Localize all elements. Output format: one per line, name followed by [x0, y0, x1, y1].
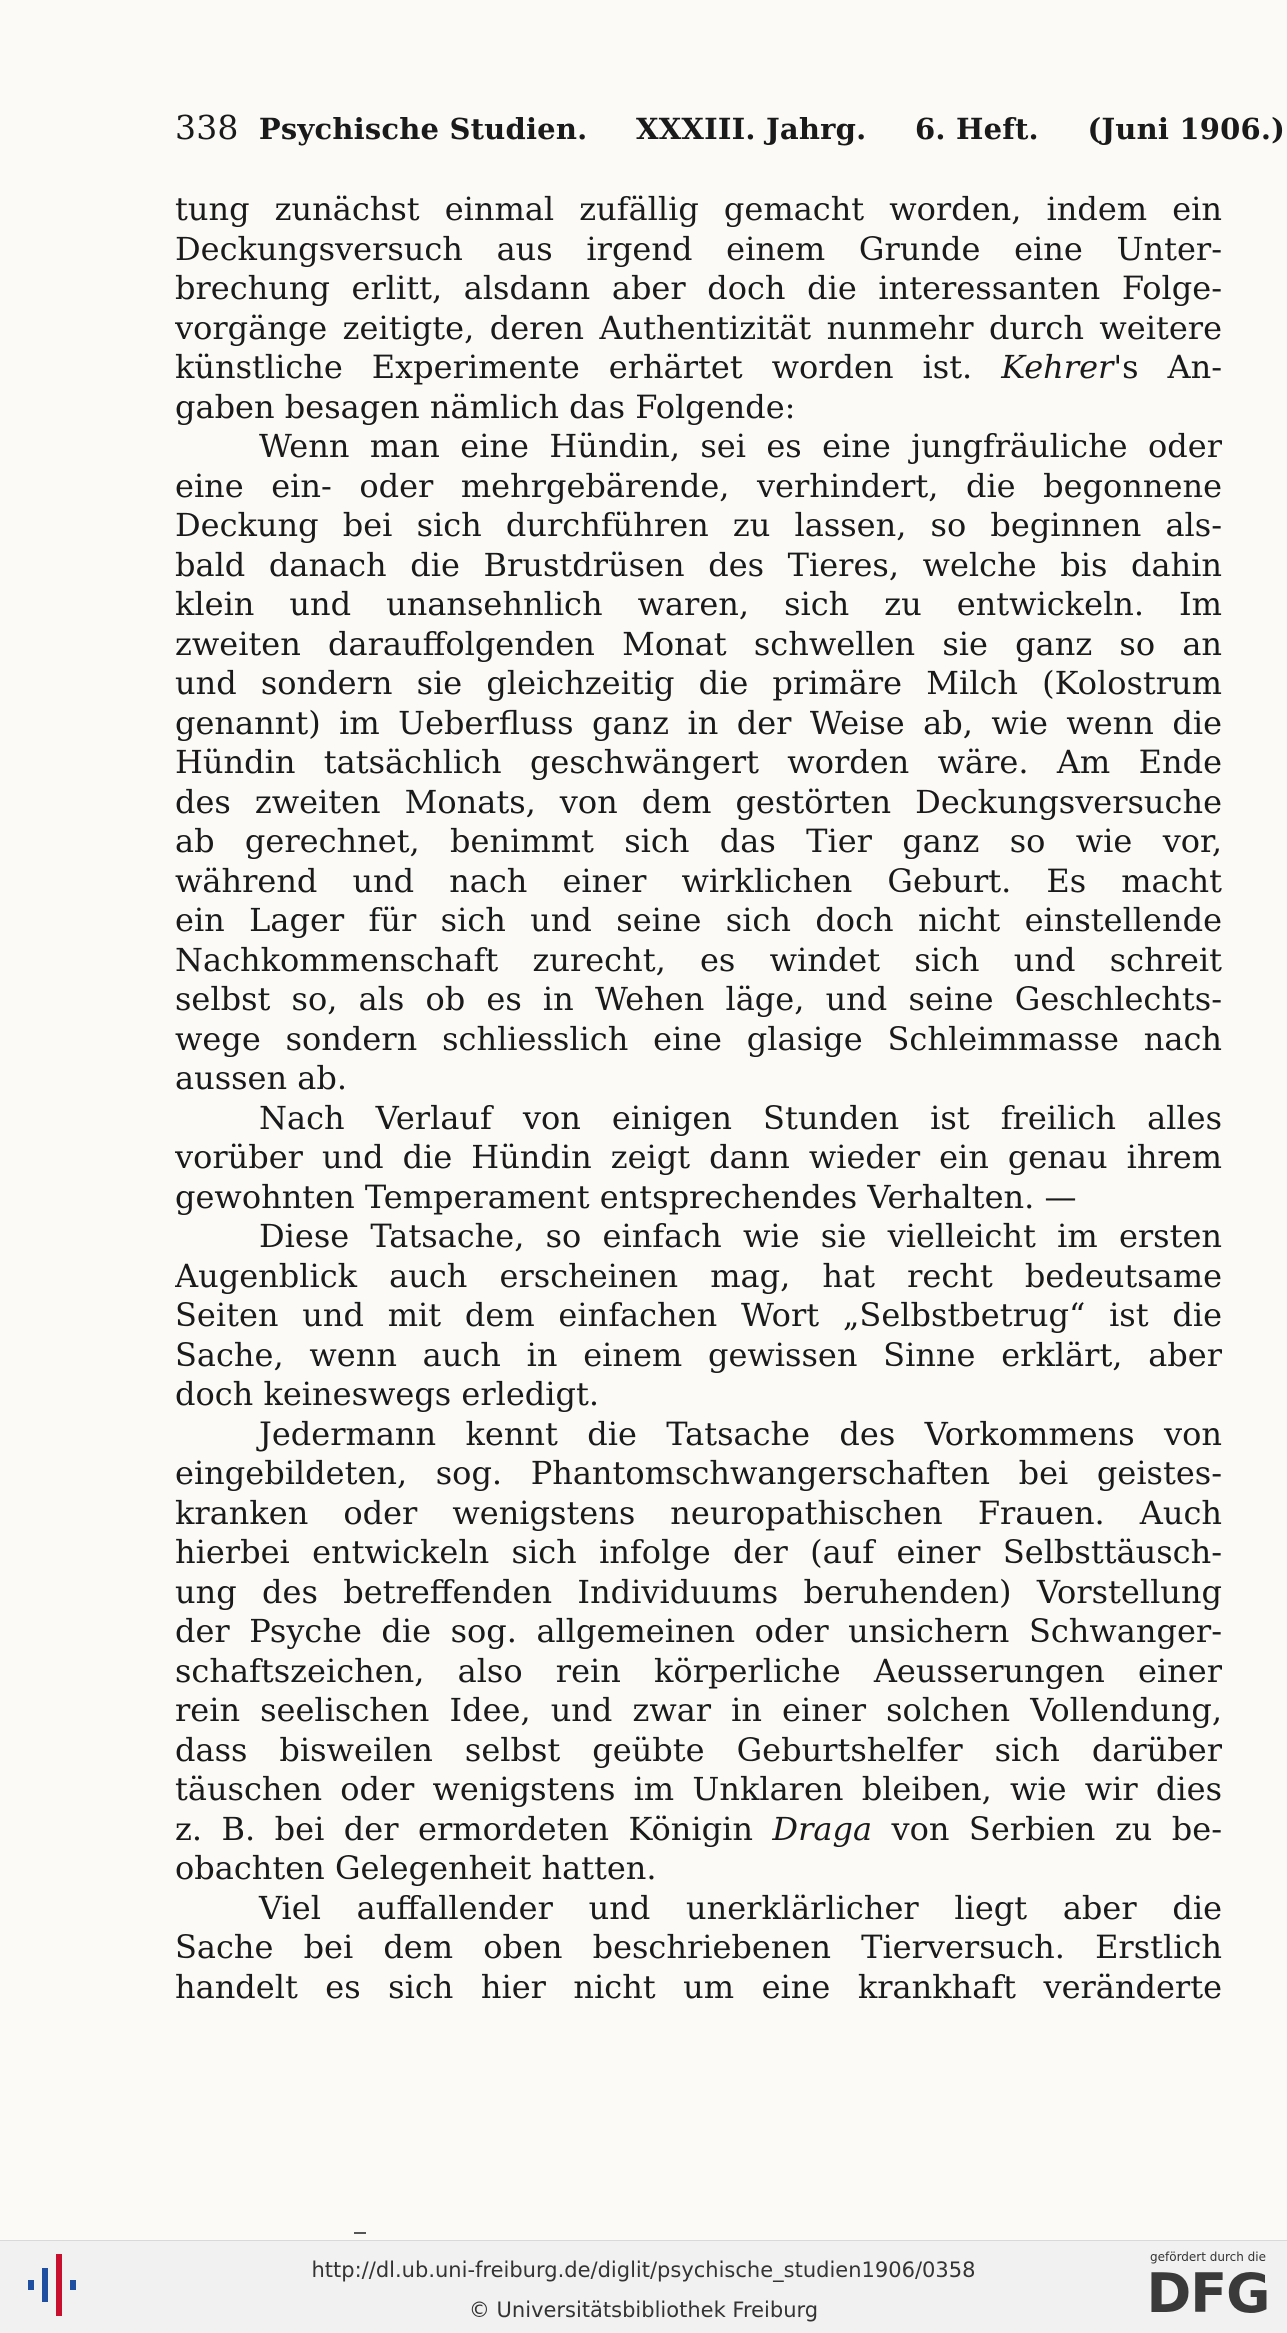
line-text: eine ein- oder mehrgebärende, verhindert, die begonnene	[175, 466, 1222, 505]
line-text: vorüber und die Hündin zeigt dann wieder ein genau ihrem	[175, 1138, 1222, 1176]
line-text: des zweiten Monats, von dem gestörten Deckungsversuche	[175, 782, 1222, 821]
text-line	[175, 1928, 1222, 1968]
line-text: rein seelischen Idee, und zwar in einer solchen Vollendung,	[175, 1691, 1222, 1729]
text-line	[175, 941, 1222, 981]
body-text	[175, 190, 1222, 2007]
text-line	[175, 1099, 1222, 1139]
line-text: handelt es sich hier nicht um eine krankhaft veränderte	[175, 1967, 1222, 2006]
text-line	[175, 704, 1222, 744]
line-text: Deckung bei sich durchführen zu lassen, so beginnen als-	[175, 506, 1222, 544]
line-text: Nachkommenschaft zurecht, es windet sich und schreit	[175, 940, 1222, 979]
volume-label: XXXIII. Jahrg.	[636, 112, 867, 146]
text-line	[175, 1968, 1222, 2008]
line-text: hierbei entwickeln sich infolge der (auf einer Selbsttäusch-	[175, 1533, 1222, 1571]
line-text: kranken oder wenigstens neuropathischen Frauen. Auch	[175, 1493, 1222, 1532]
running-header	[175, 108, 1286, 147]
text-line	[175, 1612, 1222, 1652]
text-line	[175, 1217, 1222, 1257]
line-text: brechung erlitt, alsdann aber doch die interessanten Folge-	[175, 269, 1222, 307]
text-line	[175, 1573, 1222, 1613]
line-text: genannt) im Ueberfluss ganz in der Weise ab, wie wenn die	[175, 703, 1222, 742]
line-text: eingebildeten, sog. Phantomschwangerschaften bei geistes-	[175, 1454, 1222, 1492]
line-text: ein Lager für sich und seine sich doch nicht einstellende	[175, 901, 1222, 939]
text-line	[175, 190, 1222, 230]
text-line	[175, 783, 1222, 823]
line-text: täuschen oder wenigstens im Unklaren bleiben, wie wir dies	[175, 1770, 1222, 1808]
text-line	[175, 1889, 1222, 1929]
dfg-logo: DFG	[1146, 2262, 1270, 2325]
line-text: künstliche Experimente erhärtet worden ist.	[175, 348, 973, 386]
line-text: gewohnten Temperament entsprechendes Verhalten. —	[175, 1177, 1077, 1216]
text-line	[175, 1494, 1222, 1534]
text-line	[175, 862, 1222, 902]
line-text: tung zunächst einmal zufällig gemacht worden, indem ein	[175, 190, 1222, 228]
line-text: Wenn man eine Hündin, sei es eine jungfräuliche oder	[259, 427, 1222, 465]
line-text: Jedermann kennt die Tatsache des Vorkommens von	[259, 1414, 1222, 1453]
line-text: wege sondern schliesslich eine glasige Schleimmasse nach	[175, 1019, 1222, 1058]
text-line	[175, 1454, 1222, 1494]
text-line	[175, 348, 1222, 388]
issue-label: 6. Heft.	[915, 112, 1039, 146]
text-line	[175, 1296, 1222, 1336]
line-text: der Psyche die sog. allgemeinen oder unsichern Schwanger-	[175, 1612, 1222, 1650]
line-text: vorgänge zeitigte, deren Authentizität nunmehr durch weitere	[175, 308, 1222, 347]
text-line	[175, 427, 1222, 467]
line-text: aussen ab.	[175, 1059, 347, 1097]
text-line	[175, 230, 1222, 270]
line-text: Diese Tatsache, so einfach wie sie vielleicht im ersten	[259, 1217, 1222, 1255]
line-text: ab gerechnet, benimmt sich das Tier ganz so wie vor,	[175, 822, 1222, 860]
journal-title: Psychische Studien.	[258, 112, 588, 146]
text-line	[175, 309, 1222, 349]
line-text: bald danach die Brustdrüsen des Tieres, welche bis dahin	[175, 545, 1222, 584]
line-text: Nach Verlauf von einigen Stunden ist freilich alles	[259, 1098, 1222, 1137]
text-line	[175, 1257, 1222, 1297]
text-line	[175, 1770, 1222, 1810]
line-text: z. B. bei der ermordeten Königin	[175, 1809, 753, 1848]
line-text: ung des betreffenden Individuums beruhenden) Vorstellung	[175, 1572, 1222, 1611]
text-line	[175, 625, 1222, 665]
text-line	[175, 664, 1222, 704]
line-text: zweiten darauffolgenden Monat schwellen sie ganz so an	[175, 624, 1222, 663]
line-text: Deckungsversuch aus irgend einem Grunde eine Unter-	[175, 229, 1222, 268]
line-text: Augenblick auch erscheinen mag, hat recht bedeutsame	[175, 1256, 1222, 1295]
text-line	[175, 1375, 1222, 1415]
text-line	[175, 269, 1222, 309]
line-text: dass bisweilen selbst geübte Geburtshelfer sich darüber	[175, 1730, 1222, 1769]
text-line	[175, 546, 1222, 586]
text-line	[175, 1652, 1222, 1692]
text-line	[175, 388, 1222, 428]
text-line	[175, 822, 1222, 862]
text-line	[175, 506, 1222, 546]
italic-name: Draga	[772, 1809, 873, 1848]
text-line	[175, 1849, 1222, 1889]
text-line	[175, 1178, 1222, 1218]
line-text-after: 's An-	[1113, 348, 1222, 386]
line-text: Seiten und mit dem einfachen Wort „Selbstbetrug“ ist die	[175, 1296, 1222, 1334]
scan-mark	[354, 2232, 366, 2234]
line-text: und sondern sie gleichzeitig die primäre Milch (Kolostrum	[175, 664, 1222, 702]
text-line	[175, 901, 1222, 941]
line-text: Viel auffallender und unerklärlicher liegt aber die	[259, 1888, 1222, 1927]
line-text: Hündin tatsächlich geschwängert worden wäre. Am Ende	[175, 743, 1222, 781]
text-line	[175, 1020, 1222, 1060]
funder-note: gefördert durch die	[1150, 2250, 1266, 2264]
line-text: klein und unansehnlich waren, sich zu entwickeln. Im	[175, 585, 1222, 623]
text-line	[175, 1336, 1222, 1376]
text-line	[175, 585, 1222, 625]
line-text: gaben besagen nämlich das Folgende:	[175, 387, 796, 426]
text-line	[175, 1138, 1222, 1178]
line-text: während und nach einer wirklichen Geburt. Es macht	[175, 861, 1222, 900]
date-label: (Juni 1906.)	[1087, 112, 1286, 146]
text-line	[175, 743, 1222, 783]
line-text-after: von Serbien zu be-	[872, 1809, 1222, 1848]
line-text: obachten Gelegenheit hatten.	[175, 1849, 657, 1887]
text-line	[175, 1691, 1222, 1731]
text-line	[175, 1533, 1222, 1573]
source-url[interactable]: http://dl.ub.uni-freiburg.de/diglit/psychische_studien1906/0358	[311, 2258, 976, 2282]
line-text: doch keineswegs erledigt.	[175, 1375, 600, 1413]
line-text: selbst so, als ob es in Wehen läge, und seine Geschlechts-	[175, 980, 1222, 1018]
page-number: 338	[175, 108, 239, 147]
text-line	[175, 1059, 1222, 1099]
text-line	[175, 467, 1222, 507]
line-text: schaftszeichen, also rein körperliche Aeusserungen einer	[175, 1651, 1222, 1690]
italic-name: Kehrer	[1001, 348, 1114, 386]
text-line	[175, 1731, 1222, 1771]
text-line	[175, 1810, 1222, 1850]
text-line	[175, 980, 1222, 1020]
text-line	[175, 1415, 1222, 1455]
line-text: Sache bei dem oben beschriebenen Tierversuch. Erstlich	[175, 1928, 1222, 1966]
line-text: Sache, wenn auch in einem gewissen Sinne erklärt, aber	[175, 1335, 1222, 1374]
copyright-notice: © Universitätsbibliothek Freiburg	[468, 2298, 819, 2322]
